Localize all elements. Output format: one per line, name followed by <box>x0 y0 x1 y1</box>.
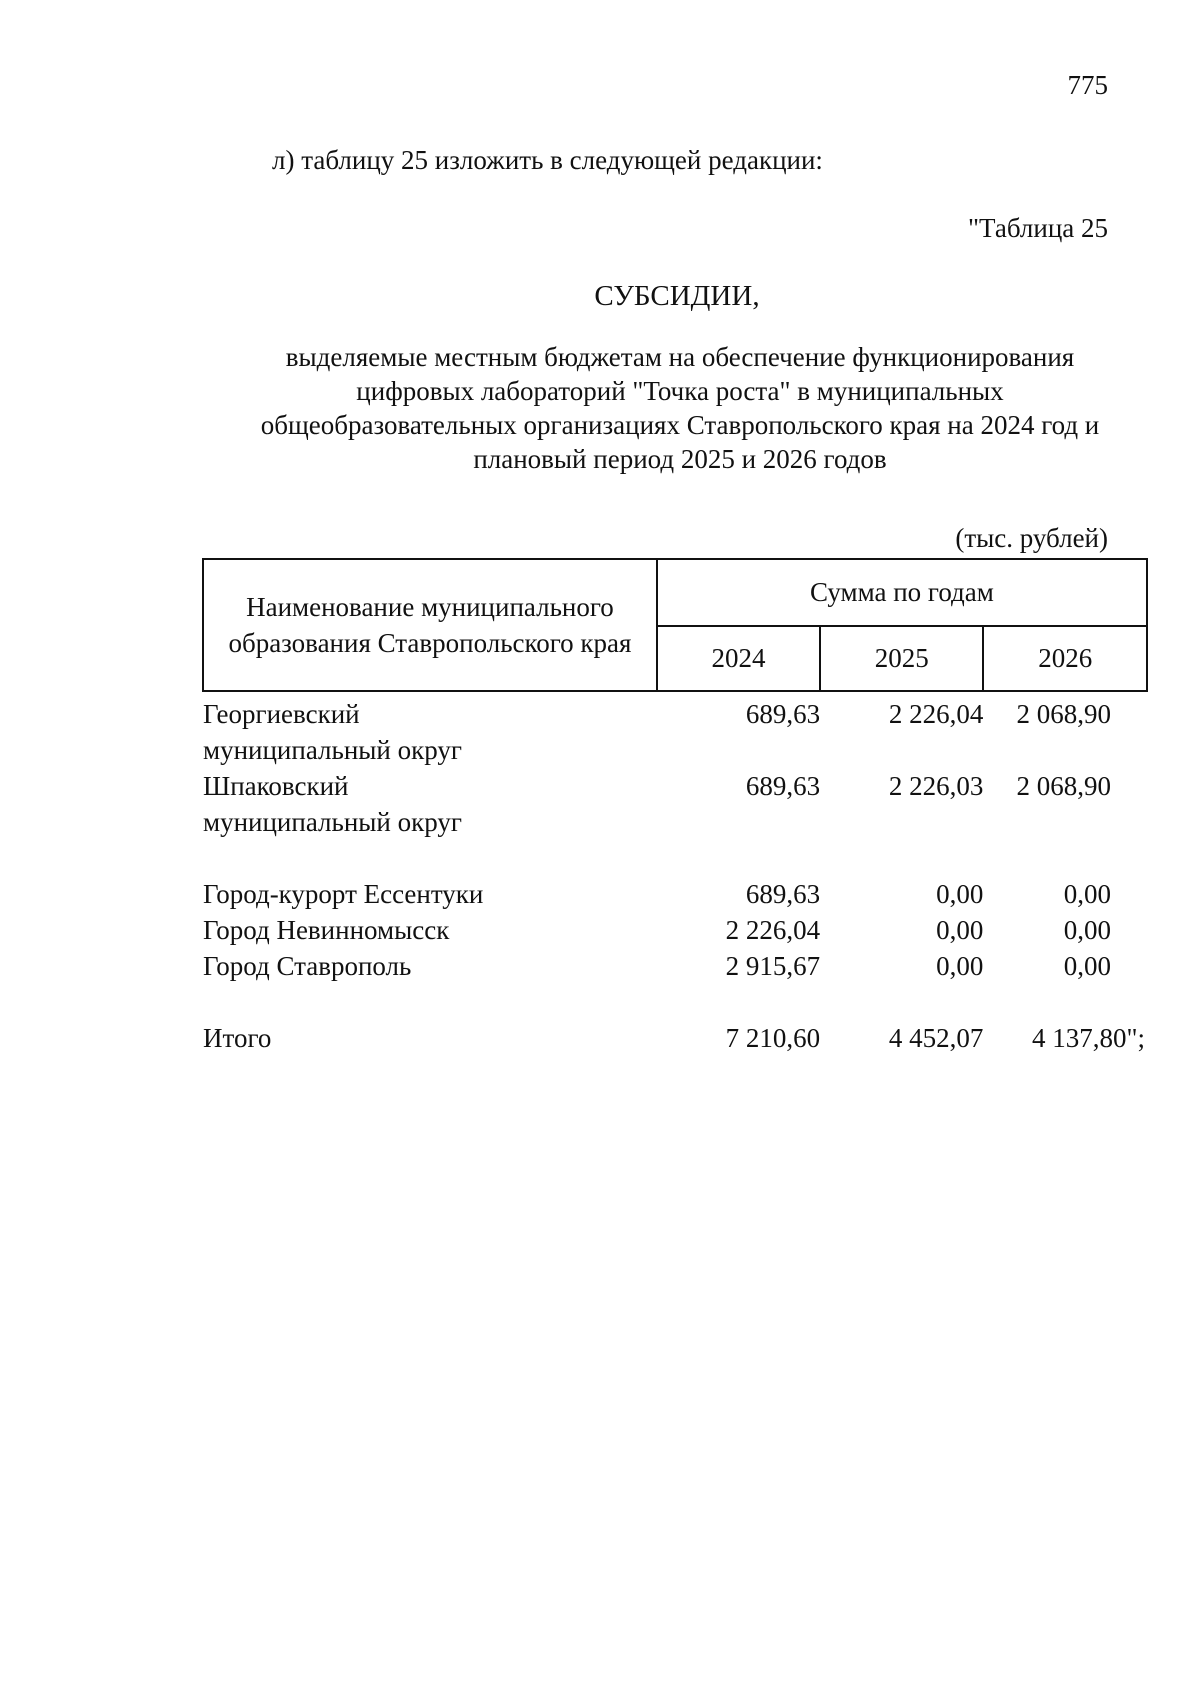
subtitle-line: цифровых лабораторий "Точка роста" в муниципальных <box>356 376 1004 406</box>
value-2024: 689,63 <box>745 699 821 729</box>
municipality-name: Город Невинномысск <box>203 915 450 945</box>
value-2024: 689,63 <box>745 771 821 801</box>
municipality-name <box>203 768 657 840</box>
value-2025: 0,00 <box>936 951 984 981</box>
column-header-sum-by-years: Сумма по годам <box>657 559 1147 626</box>
table-row <box>203 948 1147 984</box>
municipality-name: Город-курорт Ессентуки <box>203 879 484 909</box>
value-2026: 0,00 <box>1063 915 1111 945</box>
column-header-year: 2024 <box>657 626 820 691</box>
name-line: муниципальный округ <box>203 735 462 765</box>
value-2026: 0,00 <box>1063 951 1111 981</box>
value-2025: 0,00 <box>936 915 984 945</box>
name-line: Георгиевский <box>203 699 360 729</box>
subtitle-line: выделяемые местным бюджетам на обеспечение функционирования <box>285 342 1075 372</box>
total-label: Итого <box>203 1023 272 1053</box>
value-2024: 689,63 <box>745 879 821 909</box>
name-line: Шпаковский <box>203 771 349 801</box>
name-line: муниципальный округ <box>203 807 462 837</box>
subsidies-table <box>202 558 1148 1056</box>
document-heading: СУБСИДИИ, <box>594 280 760 312</box>
table-row <box>203 691 1147 768</box>
document-subtitle <box>200 340 1160 476</box>
value-2025: 0,00 <box>936 879 984 909</box>
value-2026: 2 068,90 <box>1016 699 1111 729</box>
column-header-year: 2026 <box>983 626 1147 691</box>
subtitle-line: общеобразовательных организациях Ставропольского края на 2024 год и <box>260 410 1100 440</box>
value-2024: 2 226,04 <box>725 915 821 945</box>
total-row <box>203 1020 1147 1056</box>
amendment-intro: л) таблицу 25 изложить в следующей редакции: <box>272 145 823 175</box>
value-2025: 2 226,03 <box>888 771 984 801</box>
value-2026: 0,00 <box>1063 879 1111 909</box>
column-header-year: 2025 <box>820 626 983 691</box>
value-2024: 2 915,67 <box>725 951 821 981</box>
header-name-line: Наименование муниципального <box>246 592 614 622</box>
table-row <box>203 912 1147 948</box>
value-2026: 2 068,90 <box>1016 771 1111 801</box>
row-spacer <box>203 984 1147 1020</box>
table-label: "Таблица 25 <box>968 213 1108 243</box>
total-2025: 4 452,07 <box>888 1023 984 1053</box>
units-note: (тыс. рублей) <box>955 523 1108 553</box>
table-row <box>203 876 1147 912</box>
total-2026: 4 137,80"; <box>1031 1023 1145 1053</box>
municipality-name <box>203 691 657 768</box>
column-header-municipality <box>203 559 657 691</box>
row-spacer <box>203 840 1147 876</box>
total-2024: 7 210,60 <box>725 1023 821 1053</box>
municipality-name: Город Ставрополь <box>203 951 412 981</box>
header-name-line: образования Ставропольского края <box>228 628 632 658</box>
table-row <box>203 768 1147 840</box>
value-2025: 2 226,04 <box>888 699 984 729</box>
page-number: 775 <box>1067 70 1108 100</box>
subtitle-line: плановый период 2025 и 2026 годов <box>473 444 887 474</box>
